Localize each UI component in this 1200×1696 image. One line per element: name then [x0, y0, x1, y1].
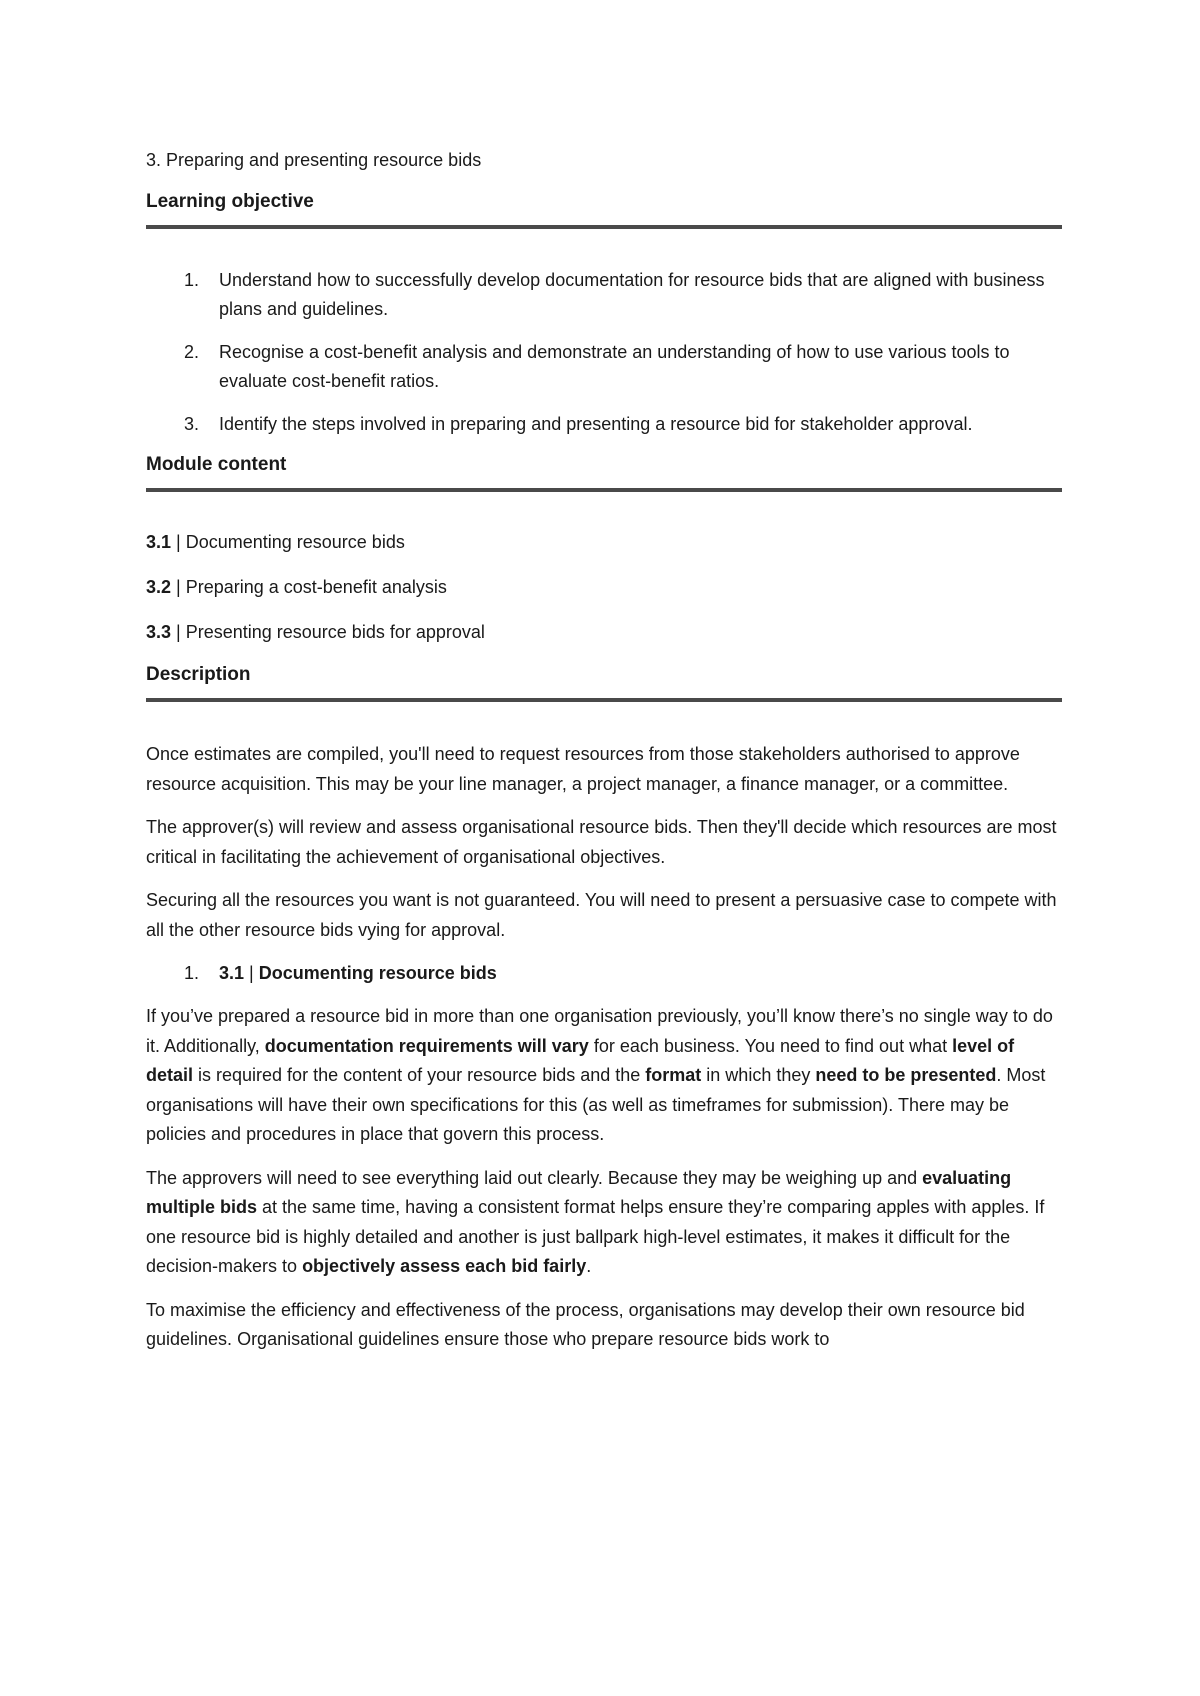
text-run: . Most organisations will have their own specifications for this (as well as timeframes for submission). There may be policies and procedures in place that govern this process. [146, 1065, 1046, 1144]
list-number: 1. [184, 270, 200, 290]
learning-objectives-list [146, 266, 1062, 439]
module-item-3-3 [146, 618, 1062, 647]
text-run: If you’ve prepared a resource bid in more than one organisation previously, you’ll know there’s no single way to do it. Additionally, [146, 1006, 1053, 1056]
text-run: in which they [701, 1065, 816, 1085]
module-separator: | [171, 577, 186, 597]
learning-objective-heading: Learning objective [146, 191, 314, 212]
list-item-text: Understand how to successfully develop documentation for resource bids that are aligned with business plans and guidelines. [219, 270, 1045, 319]
subsection-title: Documenting resource bids [258, 963, 497, 983]
section-divider [146, 698, 1062, 702]
module-content-list [146, 528, 1062, 647]
module-code: 3.3 [146, 622, 172, 642]
emphasis-text: objectively assess each bid fairly [302, 1256, 587, 1276]
list-number: 1. [184, 963, 200, 983]
description-heading: Description [146, 664, 251, 685]
description-paragraph: The approver(s) will review and assess organisational resource bids. Then they'll decide which resources are most critical in facilitating the achievement of organisational objectives. [146, 817, 1057, 867]
list-number: 2. [184, 342, 200, 362]
emphasis-text: documentation requirements will vary [264, 1035, 589, 1056]
module-item-3-2 [146, 573, 1062, 602]
emphasis-text: evaluating multiple bids [146, 1167, 1012, 1217]
list-item-text: Recognise a cost-benefit analysis and demonstrate an understanding of how to use various tools to evaluate cost-benefit ratios. [219, 342, 1010, 391]
module-code: 3.2 [146, 577, 172, 597]
subsection-heading-3-1 [146, 959, 1062, 988]
module-label: Documenting resource bids [185, 532, 405, 552]
description-paragraph: Securing all the resources you want is not guaranteed. You will need to present a persuasive case to compete with all the other resource bids vying for approval. [146, 890, 1057, 940]
text-run: . [586, 1256, 592, 1276]
document-title: 3. Preparing and presenting resource bids [146, 150, 482, 170]
emphasis-text: format [645, 1065, 702, 1085]
section-divider [146, 225, 1062, 229]
text-run: is required for the content of your resource bids and the [193, 1065, 646, 1085]
body-paragraph: To maximise the efficiency and effectiveness of the process, organisations may develop their own resource bid guidelines. Organisational guidelines ensure those who prepare resource bids work to [146, 1299, 1025, 1349]
module-separator: | [171, 532, 186, 552]
module-separator: | [171, 622, 186, 642]
list-item [146, 410, 1062, 439]
module-item-3-1 [146, 528, 1062, 557]
emphasis-text: level of detail [146, 1035, 1015, 1085]
list-item [146, 266, 1062, 324]
text-run: The approvers will need to see everything laid out clearly. Because they may be weighing up and [146, 1167, 923, 1188]
module-content-heading: Module content [146, 454, 287, 475]
body-paragraph [146, 1002, 1062, 1150]
body-paragraph [146, 1164, 1062, 1282]
emphasis-text: need to be presented [815, 1065, 997, 1085]
list-item-text: Identify the steps involved in preparing and presenting a resource bid for stakeholder approval. [219, 414, 973, 434]
text-run: at the same time, having a consistent format helps ensure they’re comparing apples with apples. If one resource bid is highly detailed and another is just ballpark high-level estimates, it makes it difficult for the decision-makers to [146, 1197, 1045, 1276]
section-divider [146, 488, 1062, 492]
text-run: for each business. You need to find out what [588, 1035, 953, 1056]
module-code: 3.1 [146, 532, 172, 552]
module-label: Presenting resource bids for approval [185, 622, 485, 642]
subsection-separator: | [244, 963, 259, 983]
list-item [146, 338, 1062, 396]
subsection-code: 3.1 [219, 963, 245, 983]
list-number: 3. [184, 414, 200, 434]
module-label: Preparing a cost-benefit analysis [185, 577, 447, 597]
description-paragraph: Once estimates are compiled, you'll need to request resources from those stakeholders authorised to approve resource acquisition. This may be your line manager, a project manager, a finance manager, or a committee. [146, 744, 1020, 794]
